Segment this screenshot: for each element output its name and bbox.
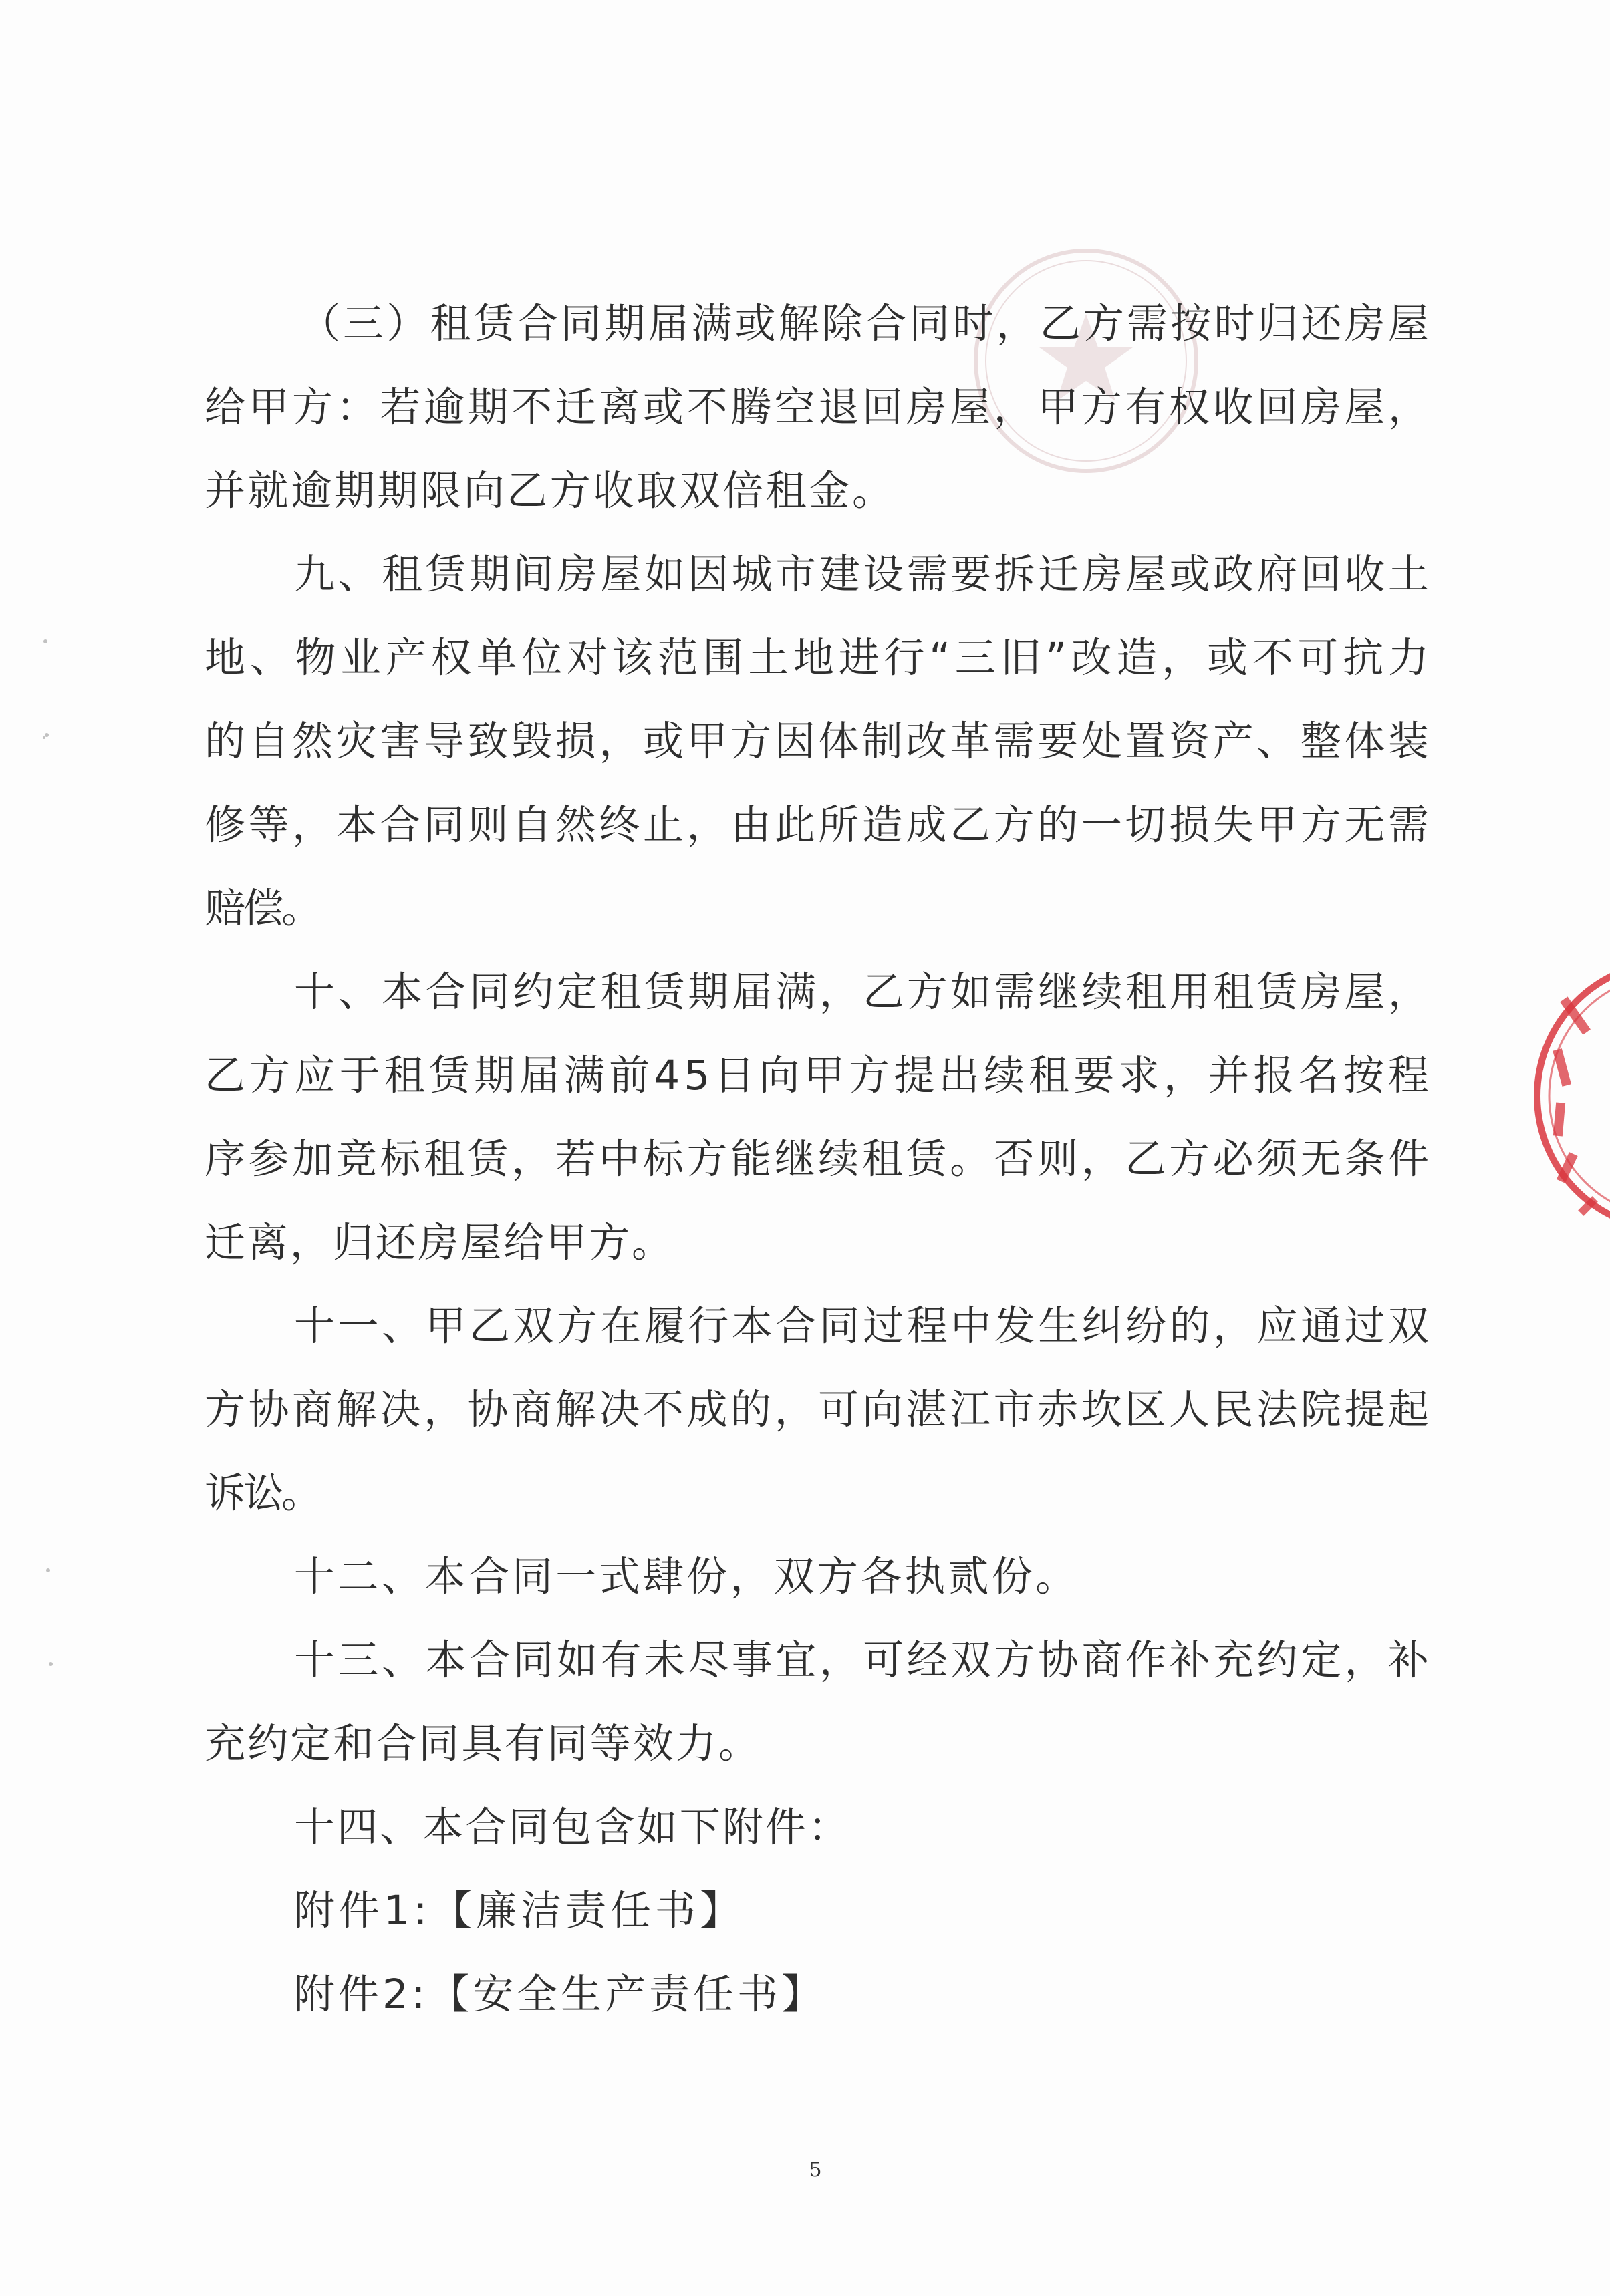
text-line: 的自然灾害导致毁损，或甲方因体制改革需要处置资产、整体装 <box>205 718 1432 765</box>
text-line: 迁离，归还房屋给甲方。 <box>205 1219 674 1266</box>
text-line: 地、物业产权单位对该范围土地进行“三旧”改造，或不可抗力 <box>205 634 1434 682</box>
text-line: 诉讼。 <box>205 1469 320 1517</box>
text-line: 给甲方：若逾期不迁离或不腾空退回房屋，甲方有权收回房屋， <box>205 384 1432 431</box>
text-line: 序参加竞标租赁，若中标方能继续租赁。否则，乙方必须无条件 <box>205 1135 1432 1183</box>
text-line: 充约定和合同具有同等效力。 <box>205 1720 762 1767</box>
text-line: 十四、本合同包含如下附件： <box>294 1804 851 1851</box>
company-seal-stamp <box>1530 922 1610 1270</box>
text-line: 十一、甲乙双方在履行本合同过程中发生纠纷的，应通过双 <box>294 1302 1432 1350</box>
text-line: 方协商解决，协商解决不成的，可向湛江市赤坎区人民法院提起 <box>205 1386 1432 1433</box>
page-number: 5 <box>809 2158 822 2182</box>
text-line: 十二、本合同一式肆份，双方各执贰份。 <box>294 1553 1079 1600</box>
text-line: 附件2:【安全生产责任书】 <box>294 1971 825 2018</box>
text-line: 并就逾期期限向乙方收取双倍租金。 <box>205 467 896 515</box>
text-line: 十、本合同约定租赁期届满，乙方如需继续租用租赁房屋， <box>294 968 1432 1016</box>
text-line: 乙方应于租赁期届满前45日向甲方提出续租要求，并报名按程 <box>205 1052 1434 1099</box>
text-line: 十三、本合同如有未尽事宜，可经双方协商作补充约定，补 <box>294 1636 1432 1684</box>
text-line: 附件1:【廉洁责任书】 <box>294 1887 745 1934</box>
text-line: 九、租赁期间房屋如因城市建设需要拆迁房屋或政府回收土 <box>294 551 1432 598</box>
text-line: 赔偿。 <box>205 885 320 932</box>
text-line: 修等，本合同则自然终止，由此所造成乙方的一切损失甲方无需 <box>205 801 1432 849</box>
text-line: （三）租赁合同期届满或解除合同时，乙方需按时归还房屋 <box>299 300 1432 347</box>
